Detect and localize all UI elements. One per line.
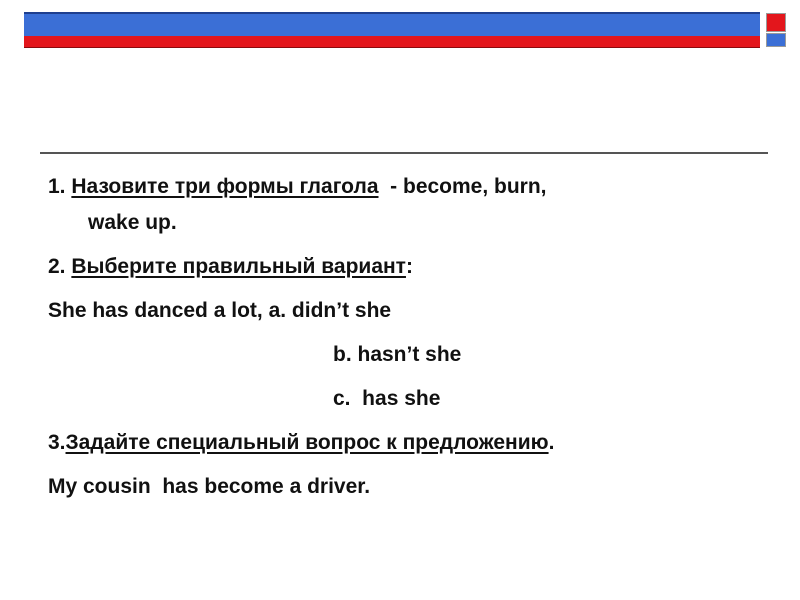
q1-number: 1. [48, 175, 72, 198]
q3-dot: . [548, 431, 555, 454]
q3-task: Задайте специальный вопрос к предложению [65, 431, 549, 454]
q1-verbs: - become, burn, [378, 175, 547, 198]
slide-content [48, 168, 768, 512]
corner-red-square [766, 13, 786, 32]
q2-task: Выберите правильный вариант [71, 255, 406, 278]
q2-number: 2. [48, 255, 72, 278]
q3-number: 3. [48, 431, 66, 454]
q1-task: Назовите три формы глагола [71, 175, 379, 198]
question-3-sentence: My cousin has become a driver. [48, 475, 371, 498]
question-3 [48, 424, 768, 468]
question-1-continued: wake up. [88, 211, 177, 234]
divider-line [40, 152, 768, 154]
corner-blue-square [766, 33, 786, 47]
question-2-sentence [48, 292, 768, 336]
header-red-bar [24, 36, 760, 48]
sentence-text: She has danced a lot, [48, 299, 263, 322]
header-blue-bar [24, 12, 760, 37]
option-b: b. hasn’t she [333, 343, 462, 366]
question-2 [48, 248, 768, 292]
option-c: c. has she [333, 387, 441, 410]
option-a: a. didn’t she [268, 299, 392, 322]
q2-colon: : [405, 255, 413, 278]
